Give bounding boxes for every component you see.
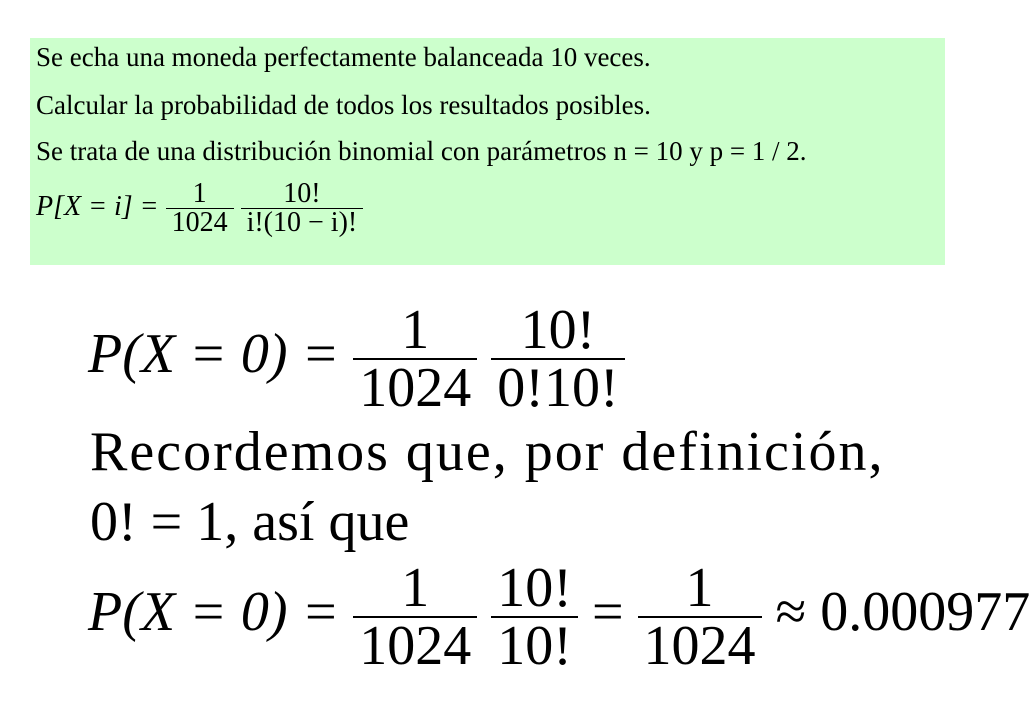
factorial-definition-text: 0! = 1, así que xyxy=(90,491,410,553)
eq1-f1-den: 1024 xyxy=(353,358,477,416)
eq2-equals: = xyxy=(591,580,624,643)
eq2-fraction-3 xyxy=(638,557,762,677)
formula-lhs: P[X = i] = xyxy=(36,190,159,222)
problem-line-3: Se trata de una distribución binomial con parámetros n = 10 y p = 1 / 2. xyxy=(36,136,807,166)
remark-text: Recordemos que, por definición, xyxy=(90,421,885,483)
formula-fraction-2 xyxy=(241,180,364,237)
eq2-f1-den: 1024 xyxy=(353,616,477,674)
eq1-fraction-1 xyxy=(353,299,477,419)
formula-f2-den: i!(10 − i)! xyxy=(241,208,364,237)
formula-f1-num: 1 xyxy=(192,178,207,209)
binomial-formula xyxy=(36,180,363,237)
eq2-fraction-1 xyxy=(353,557,477,677)
problem-line-2: Calcular la probabilidad de todos los resultados posibles. xyxy=(36,90,651,120)
eq2-f3-den: 1024 xyxy=(638,616,762,674)
eq2-fraction-2 xyxy=(491,557,578,677)
eq1-fraction-2 xyxy=(491,299,624,419)
eq1-lhs: P(X = 0) = xyxy=(88,322,340,385)
eq2-lhs: P(X = 0) = xyxy=(88,580,340,643)
eq1-f2-den: 0!10! xyxy=(491,358,624,416)
eq2-approx-result: ≈ 0.000977 xyxy=(775,580,1030,643)
problem-line-1: Se echa una moneda perfectamente balanceada 10 veces. xyxy=(36,42,651,72)
eq2-f3-num: 1 xyxy=(685,557,714,619)
eq2-f2-den: 10! xyxy=(491,616,578,674)
formula-f1-den: 1024 xyxy=(166,208,234,237)
eq2-f1-num: 1 xyxy=(401,557,430,619)
eq1-f1-num: 1 xyxy=(401,299,430,361)
eq1-f2-num: 10! xyxy=(520,299,596,361)
formula-fraction-1 xyxy=(166,180,234,237)
equation-1 xyxy=(88,299,625,419)
equation-2 xyxy=(88,557,1030,677)
eq2-f2-num: 10! xyxy=(497,557,572,619)
formula-f2-num: 10! xyxy=(283,178,321,209)
